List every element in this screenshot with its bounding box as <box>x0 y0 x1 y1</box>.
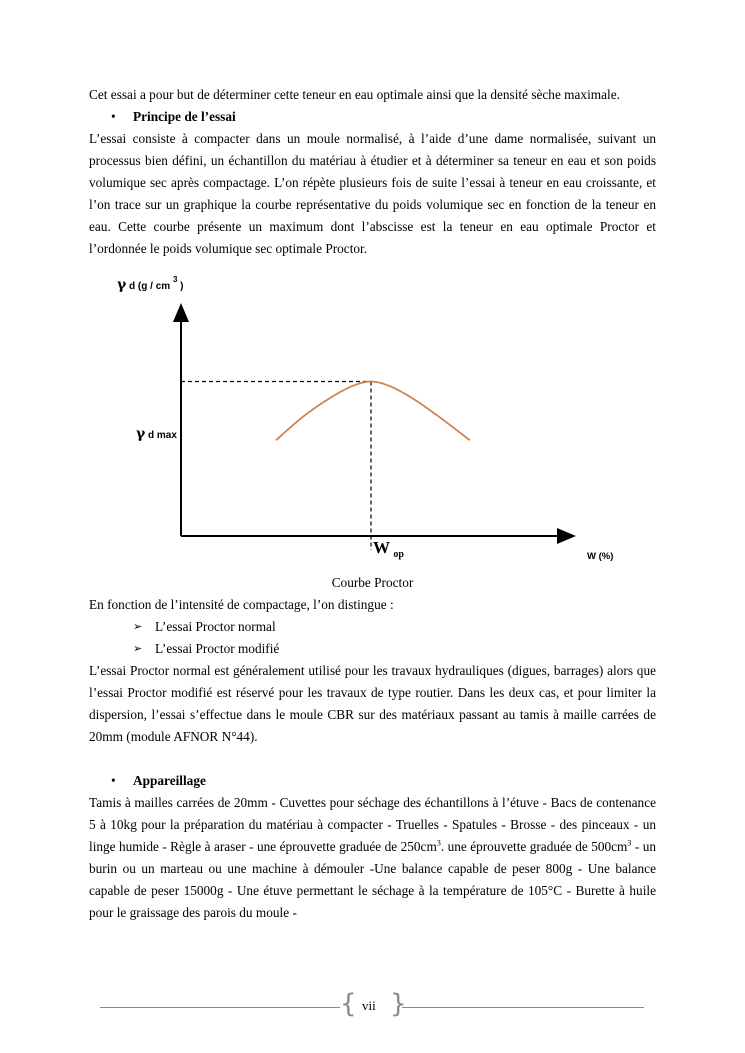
appareillage-sup-b: 3 <box>627 838 632 848</box>
page-number: vii <box>362 998 376 1013</box>
page-body <box>89 84 656 924</box>
appareillage-paragraph <box>89 792 656 924</box>
principe-heading <box>111 106 656 128</box>
proctor-chart <box>89 262 656 574</box>
bullet-icon: • <box>111 773 116 788</box>
distinction-lead: En fonction de l’intensité de compactage, l’on distingue : <box>89 597 394 612</box>
footer-brace-left-icon: { <box>340 989 357 1019</box>
distinction-paragraph: L’essai Proctor normal est généralement utilisé pour les travaux hydrauliques (digues, barrages) alors que l’essai Proctor modifié est réservé pour les travaux de type routier. Dans les deux cas, et pour limiter la dispersion, l’essai s’effectue dans le moule CBR sur des matériaux passant au tamis à maille carrées de 20mm (module AFNOR N°44). <box>89 663 656 744</box>
peak-x-label <box>373 538 404 560</box>
y-axis-label-sup: 3 <box>172 275 178 284</box>
intro-paragraph: Cet essai a pour but de déterminer cette teneur en eau optimale ainsi que la densité sèche maximale. <box>89 87 620 102</box>
appareillage-text-b: . une éprouvette graduée de 500cm <box>440 839 628 854</box>
footer-rule-left <box>100 1007 340 1008</box>
list-item-text: L’essai Proctor modifié <box>155 641 280 656</box>
footer-rule-right <box>402 1007 644 1008</box>
appareillage-sup-a: 3 <box>436 838 441 848</box>
y-axis-label <box>117 274 184 293</box>
peak-y-label <box>136 426 177 442</box>
page-footer <box>100 989 644 1022</box>
appareillage-text-a: Tamis à mailles carrées de 20mm - Cuvettes pour séchage des échantillons à l’étuve - Bacs de contenance 5 à 10kg pour la préparation du matériau à compacter - Truelles - Spatules - Brosse - des pinceaux - un linge humide - Règle à araser - une éprouvette graduée de 250cm <box>89 795 656 854</box>
y-axis-label-close: ) <box>180 281 184 292</box>
arrow-bullet-icon: ➢ <box>133 643 143 655</box>
appareillage-heading <box>111 770 656 792</box>
y-axis-arrow-icon <box>173 303 189 322</box>
x-axis-label: W (%) <box>587 551 614 562</box>
proctor-curve <box>276 382 470 441</box>
peak-x-label-main: W <box>373 538 390 557</box>
bullet-icon: • <box>111 109 116 124</box>
y-axis-label-text: d (g / cm <box>129 281 171 292</box>
peak-y-label-text: d max <box>148 430 177 441</box>
x-axis-arrow-icon <box>557 528 576 544</box>
figure-caption: Courbe Proctor <box>331 575 414 590</box>
arrow-bullet-icon: ➢ <box>133 621 143 633</box>
peak-x-label-sub: op <box>393 549 404 560</box>
appareillage-heading-text: Appareillage <box>133 773 206 788</box>
proctor-chart-svg <box>89 262 656 574</box>
y-axis-label-symbol: γ <box>117 277 127 293</box>
list-item-text: L’essai Proctor normal <box>155 619 276 634</box>
list-item <box>133 638 656 660</box>
appareillage-text-c: - un burin ou un marteau ou une machine à démouler -Une balance capable de peser 800g - Une balance capable de peser 15000g - Une étuve permettant le séchage à la température de 105°C - Burette à huile pour le graissage des parois du moule - <box>89 839 656 920</box>
principe-heading-text: Principe de l’essai <box>133 109 236 124</box>
footer-brace-right-icon: } <box>390 989 407 1019</box>
principe-paragraph: L’essai consiste à compacter dans un moule normalisé, à l’aide d’une dame normalisée, suivant un processus bien défini, un échantillon du matériau à étudier et à déterminer sa teneur en eau et son poids volumique sec après compactage. L’on répète plusieurs fois de suite l’essai à teneur en eau croissante, et l’on trace sur un graphique la courbe représentative du poids volumique sec en fonction de la teneur en eau. Cette courbe présente un maximum dont l’abscisse est la teneur en eau optimale Proctor et l’ordonnée le poids volumique sec optimale Proctor. <box>89 131 656 256</box>
list-item <box>133 616 656 638</box>
peak-y-label-symbol: γ <box>136 426 146 442</box>
